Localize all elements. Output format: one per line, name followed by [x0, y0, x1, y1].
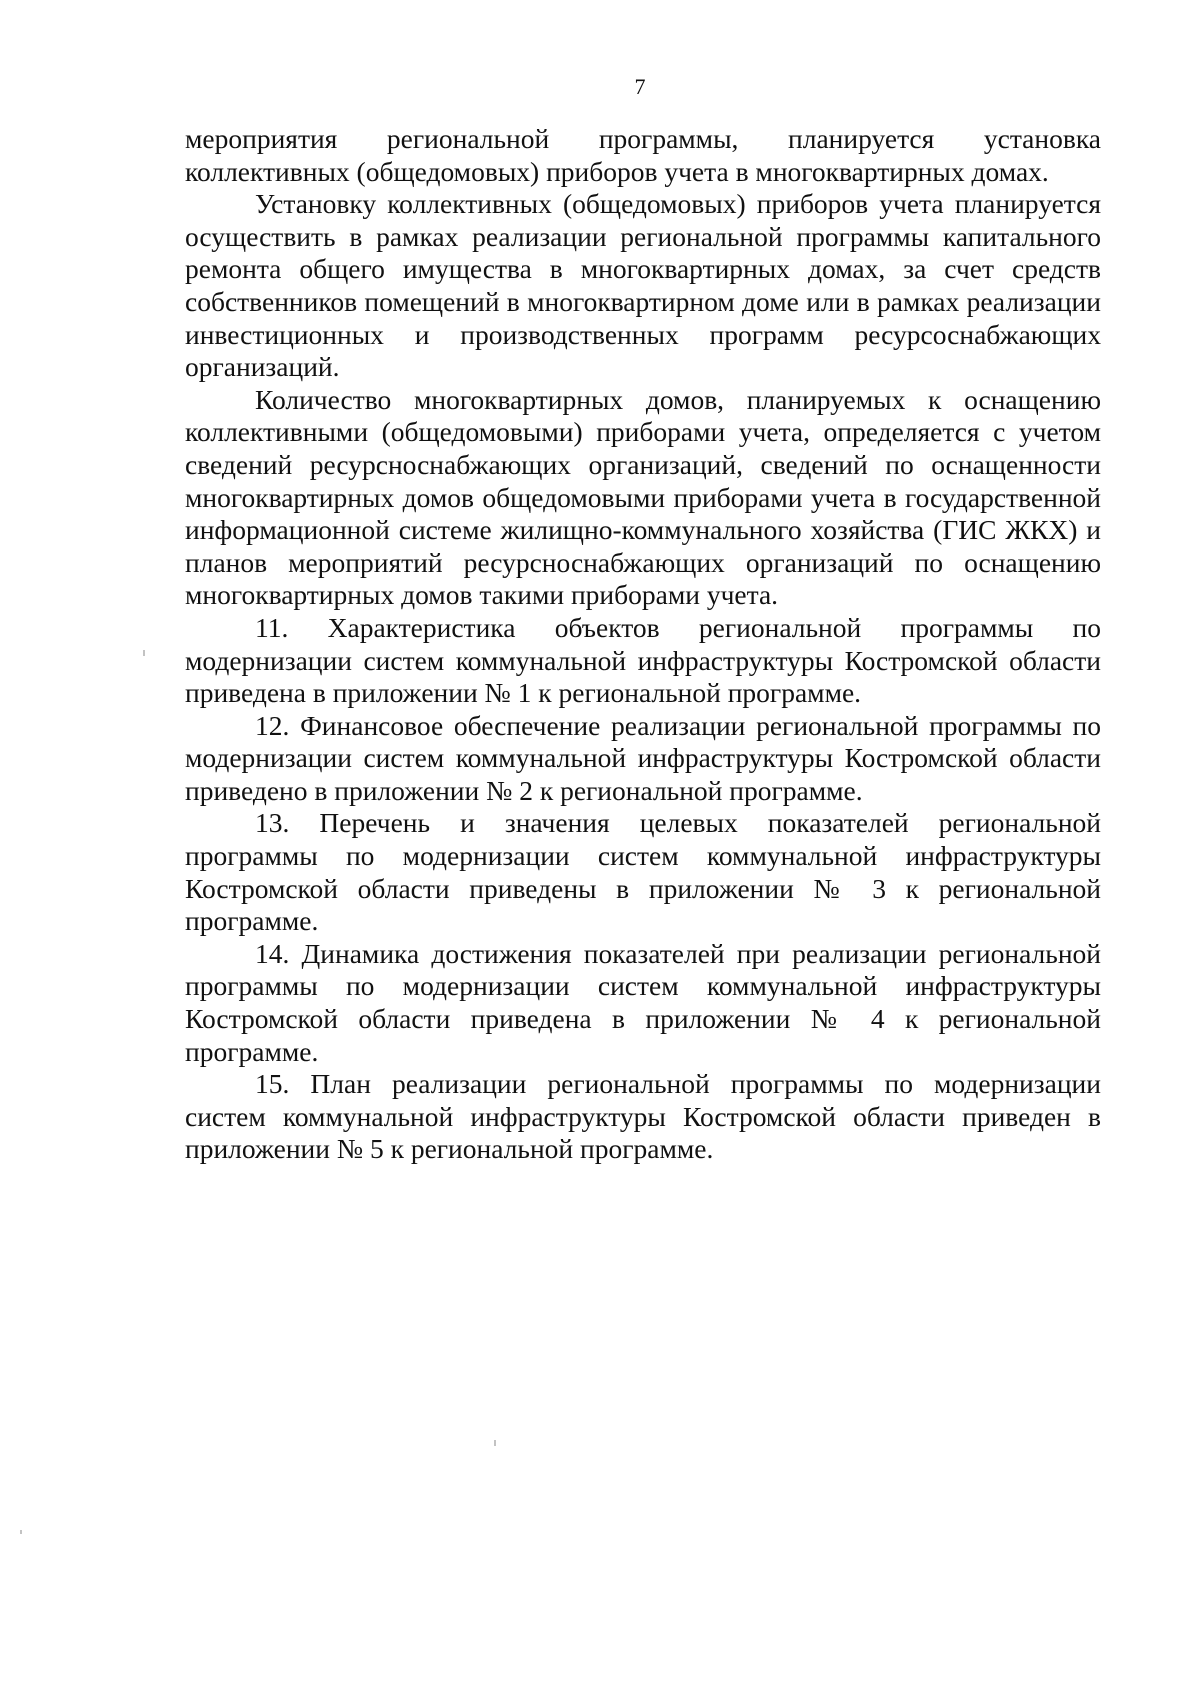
paragraph-item-11: 11. Характеристика объектов региональной программы по модернизации систем коммунальной инфраструктуры Костромской области приведена в приложении № 1 к региональной программе.	[185, 611, 1101, 709]
scan-artifact	[143, 650, 145, 656]
page-number: 7	[634, 74, 646, 99]
scan-artifact	[494, 1440, 496, 1446]
paragraph-item-15: 15. План реализации региональной программы по модернизации систем коммунальной инфраструктуры Костромской области приведен в приложении № 5 к региональной программе.	[185, 1068, 1101, 1165]
paragraph-item-14: 14. Динамика достижения показателей при реализации региональной программы по модернизации систем коммунальной инфраструктуры Костромской области приведена в приложении № 4 к региональной программе.	[185, 937, 1101, 1067]
paragraph-2: Установку коллективных (общедомовых) приборов учета планируется осуществить в рамках реализации региональной программы капитального ремонта общего имущества в многоквартирных домах, за счет средств собственников помещений в многоквартирном доме или в рамках реализации инвестиционных и производственных программ ресурсоснабжающих организаций.	[185, 188, 1101, 383]
scan-artifact	[20, 1530, 22, 1534]
paragraph-1: мероприятия региональной программы, планируется установка коллективных (общедомовых) приборов учета в многоквартирных домах.	[185, 123, 1101, 187]
document-body	[185, 123, 1101, 1166]
paragraph-item-13: 13. Перечень и значения целевых показателей региональной программы по модернизации систем коммунальной инфраструктуры Костромской области приведены в приложении № 3 к региональной программе.	[185, 807, 1101, 937]
paragraph-item-12: 12. Финансовое обеспечение реализации региональной программы по модернизации систем коммунальной инфраструктуры Костромской области приведено в приложении № 2 к региональной программе.	[185, 709, 1101, 806]
paragraph-3: Количество многоквартирных домов, планируемых к оснащению коллективными (общедомовыми) приборами учета, определяется с учетом сведений ресурсноснабжающих организаций, сведений по оснащенности многоквартирных домов общедомовыми приборами учета в государственной информационной системе жилищно-коммунального хозяйства (ГИС ЖКХ) и планов мероприятий ресурсноснабжающих организаций по оснащению многоквартирных домов такими приборами учета.	[185, 383, 1101, 611]
